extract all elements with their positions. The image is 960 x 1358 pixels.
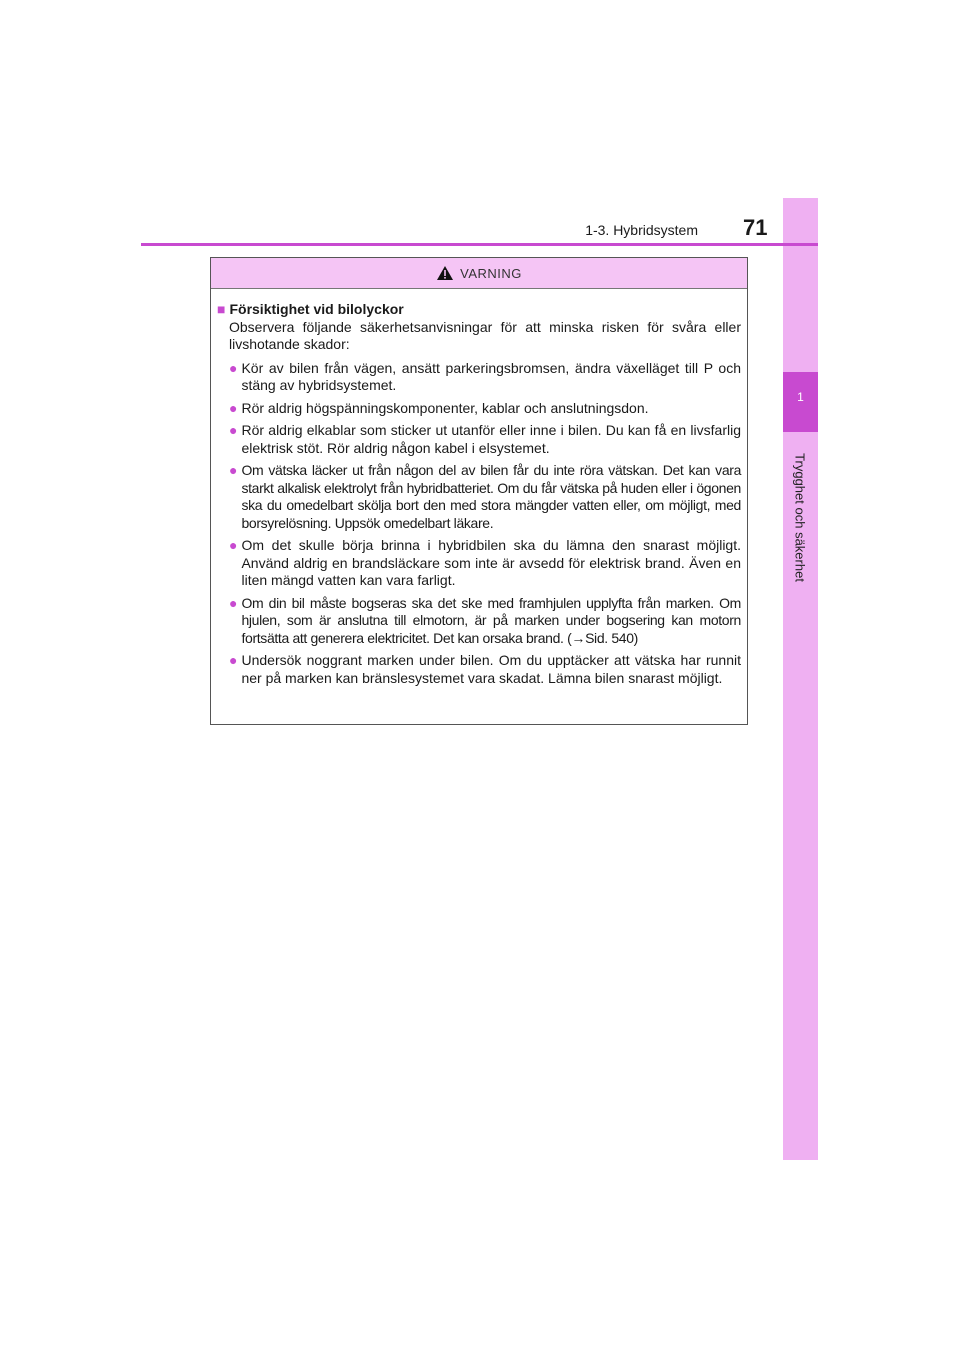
chapter-side-tab [783, 198, 818, 1160]
warning-heading [217, 301, 741, 319]
chapter-number: 1 [797, 390, 804, 404]
header-rule [141, 243, 818, 246]
circle-bullet-icon: ● [229, 359, 238, 376]
warning-heading-text: Försiktighet vid bilolyckor [229, 301, 404, 317]
list-item [229, 595, 741, 648]
warning-intro: Observera följande säkerhetsanvisningar för att minska risken för svåra eller livshotande skador: [229, 318, 741, 352]
warning-triangle-icon [436, 265, 454, 281]
list-item-text: Om det skulle börja brinna i hybridbilen ska du lämna den snarast möjligt. Använd aldrig en brandsläckare som inte är avsedd för elektrisk brand. Även en liten mängd vatten kan vara farligt. [241, 537, 741, 588]
warning-header [211, 258, 747, 289]
list-item-text: Om din bil måste bogseras ska det ske med framhjulen upplyfta från marken. Om hjulen, som är anslutna till elmotorn, är på marken under bogsering kan motorn fortsätta att generera elektricitet. Det kan orsaka brand. (→Sid. 540) [241, 594, 741, 646]
square-bullet-icon: ■ [217, 301, 226, 317]
warning-box [210, 257, 748, 725]
list-item-text: Om vätska läcker ut från någon del av bilen får du inte röra vätskan. Det kan vara starkt alkalisk elektrolyt från hybridbatteriet. Om du får vätska på huden eller i ögonen ska du omedelbart skölja bort den med stora mängder vatten eller, om möjligt, med borsyrelösning. Uppsök omedelbart läkare. [241, 462, 741, 531]
list-item [229, 652, 741, 687]
warning-body [211, 289, 747, 687]
circle-bullet-icon: ● [229, 422, 238, 438]
circle-bullet-icon: ● [229, 594, 238, 611]
list-item [229, 422, 741, 457]
list-item-text: Rör aldrig högspänningskomponenter, kablar och anslutningsdon. [241, 399, 649, 416]
list-item-text: Undersök noggrant marken under bilen. Om du upptäcker att vätska har runnit ner på marken kan bränslesystemet vara skadat. Lämna bilen snarast möjligt. [241, 652, 741, 686]
list-item [229, 400, 741, 418]
circle-bullet-icon: ● [229, 399, 238, 416]
circle-bullet-icon: ● [229, 652, 238, 668]
chapter-title: Trygghet och säkerhet [792, 453, 808, 582]
list-item [229, 537, 741, 590]
list-item-text: Kör av bilen från vägen, ansätt parkeringsbromsen, ändra växelläget till P och stäng av hybridsystemet. [241, 359, 741, 393]
list-item [229, 462, 741, 532]
warning-label: VARNING [460, 265, 522, 281]
section-title: 1-3. Hybridsystem [585, 222, 698, 238]
list-item-text: Rör aldrig elkablar som sticker ut utanför eller inne i bilen. Du kan få en livsfarlig elektrisk stöt. Rör aldrig någon kabel i elsystemet. [241, 422, 741, 456]
page-number: 71 [743, 215, 768, 240]
circle-bullet-icon: ● [229, 537, 238, 553]
list-item [229, 360, 741, 395]
circle-bullet-icon: ● [229, 462, 238, 478]
